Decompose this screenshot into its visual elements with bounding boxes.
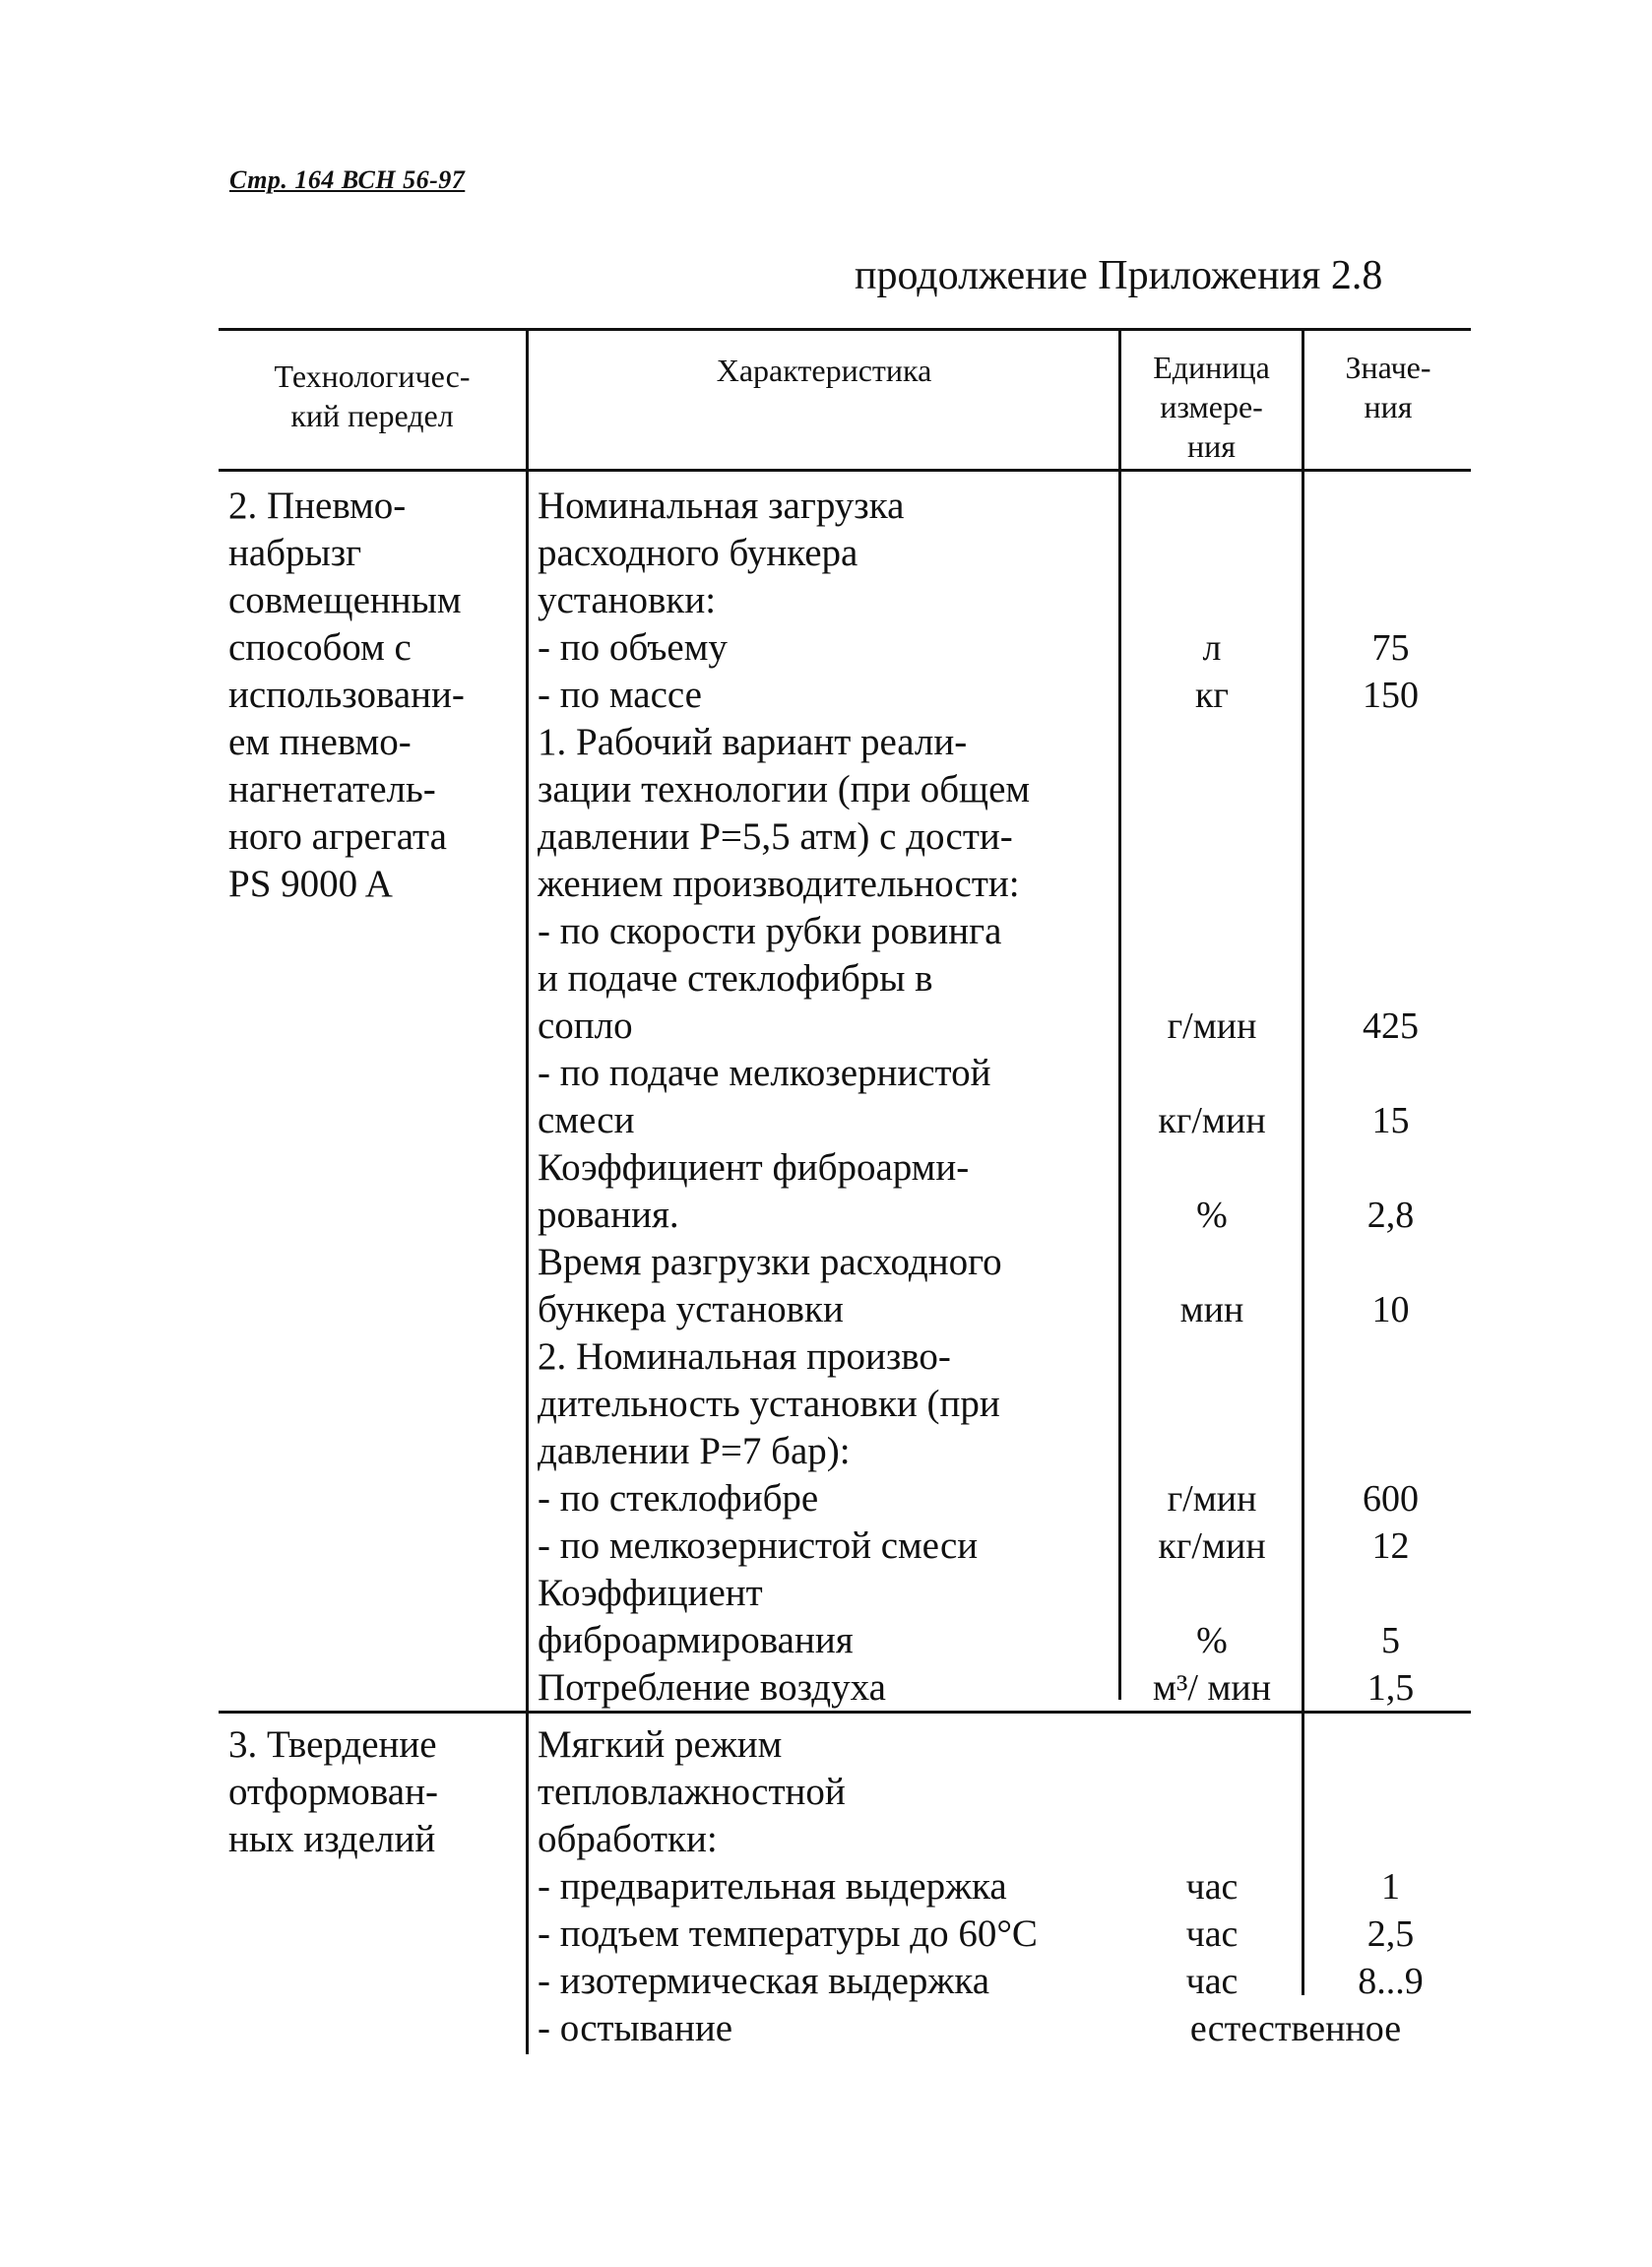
table-top-rule [219,328,1471,331]
row-text: фиброармирования [538,1619,854,1661]
row-text: Мягкий режим [538,1723,783,1766]
row-unit: час [1185,1913,1239,1955]
continuation-title: продолжение Приложения 2.8 [855,253,1383,298]
row-unit: час [1185,1866,1239,1908]
row-unit: г/мин [1167,1005,1257,1047]
merged-value: естественное [1189,2008,1402,2049]
row-text: рования. [538,1194,679,1236]
col-header-stage: Технологичес- кий передел [274,358,471,433]
row-text: - по объему [538,626,728,669]
row-text: сопло [538,1004,633,1047]
row-unit: кг/мин [1158,1100,1266,1141]
stage-line: совмещенным [228,579,462,621]
section2-stage [228,483,465,908]
row-text: - подъем температуры до 60°С [538,1912,1038,1955]
page-reference: Стр. 164 ВСН 56-97 [229,165,466,194]
row-unit: час [1185,1961,1239,2002]
row-text: - по подаче мелкозернистой [538,1052,991,1094]
row-text: расходного бункера [538,532,858,574]
row-text: смеси [538,1099,635,1141]
row-text: жением производительности: [538,863,1020,905]
row-text: дительность установки (при [538,1383,1000,1425]
row-text: Коэффициент фиброарми- [538,1146,970,1189]
row-text: зации технологии (при общем [538,768,1031,810]
row-text: - остывание [538,2007,733,2049]
row-text: Коэффициент [538,1572,763,1614]
row-text: 1. Рабочий вариант реали- [538,721,968,763]
stage-line: 2. Пневмо- [228,485,407,527]
row-text: обработки: [538,1818,718,1860]
row-unit: кг [1194,675,1230,716]
row-text: - по мелкозернистой смеси [538,1524,979,1567]
stage-line: нагнетатель- [228,768,436,810]
row-value: 10 [1371,1289,1410,1330]
col-header-characteristic: Характеристика [716,353,932,388]
row-text: Потребление воздуха [538,1666,886,1709]
column-divider-3 [1302,331,1304,1995]
column-divider-1 [526,331,529,2054]
row-text: и подаче стеклофибры в [538,957,933,1000]
row-text: установки: [538,579,717,621]
row-text: - по стеклофибре [538,1477,819,1520]
row-unit: кг/мин [1158,1525,1266,1567]
row-value: 2,5 [1366,1913,1415,1955]
row-text: - изотермическая выдержка [538,1960,990,2002]
row-text: давлении Р=5,5 атм) с дости- [538,815,1013,858]
row-value: 425 [1363,1005,1419,1047]
table-header-rule [219,469,1471,472]
row-unit: м³/ мин [1152,1667,1272,1709]
row-text: 2. Номинальная произво- [538,1335,951,1378]
col-header-value: Значе- ния [1345,350,1431,424]
stage-line: набрызг [228,532,362,574]
row-text: бункера установки [538,1288,844,1330]
row-unit: % [1196,1195,1228,1236]
row-text: - по скорости рубки ровинга [538,910,1002,952]
stage-line: отформован- [228,1771,438,1813]
col-header-unit: Единица измере- ния [1153,350,1270,464]
row-value: 75 [1371,627,1410,669]
stage-line: ем пневмо- [228,721,412,763]
section3-stage [228,1721,438,1863]
row-unit: л [1202,627,1222,669]
row-unit: мин [1179,1289,1244,1330]
row-value: 5 [1381,1620,1400,1661]
row-text: тепловлажностной [538,1771,846,1813]
stage-line: ных изделий [228,1818,436,1860]
row-value: 1 [1381,1866,1400,1908]
row-value: 2,8 [1366,1195,1415,1236]
stage-line: PS 9000 A [228,863,393,905]
stage-line: использовани- [228,674,465,716]
row-value: 150 [1363,675,1419,716]
row-text: Номинальная загрузка [538,485,905,527]
row-value: 8...9 [1358,1961,1424,2002]
row-value: 12 [1371,1525,1410,1567]
row-text: давлении Р=7 бар): [538,1430,851,1472]
row-value: 15 [1371,1100,1410,1141]
stage-line: способом с [228,626,412,669]
row-unit: г/мин [1167,1478,1257,1520]
stage-line: ного агрегата [228,815,447,858]
row-text: - предварительная выдержка [538,1865,1007,1908]
stage-line: 3. Твердение [228,1723,437,1766]
row-text: - по массе [538,674,702,716]
row-text: Время разгрузки расходного [538,1241,1002,1283]
row-value: 600 [1363,1478,1419,1520]
row-value: 1,5 [1366,1667,1415,1709]
row-unit: % [1196,1620,1228,1661]
